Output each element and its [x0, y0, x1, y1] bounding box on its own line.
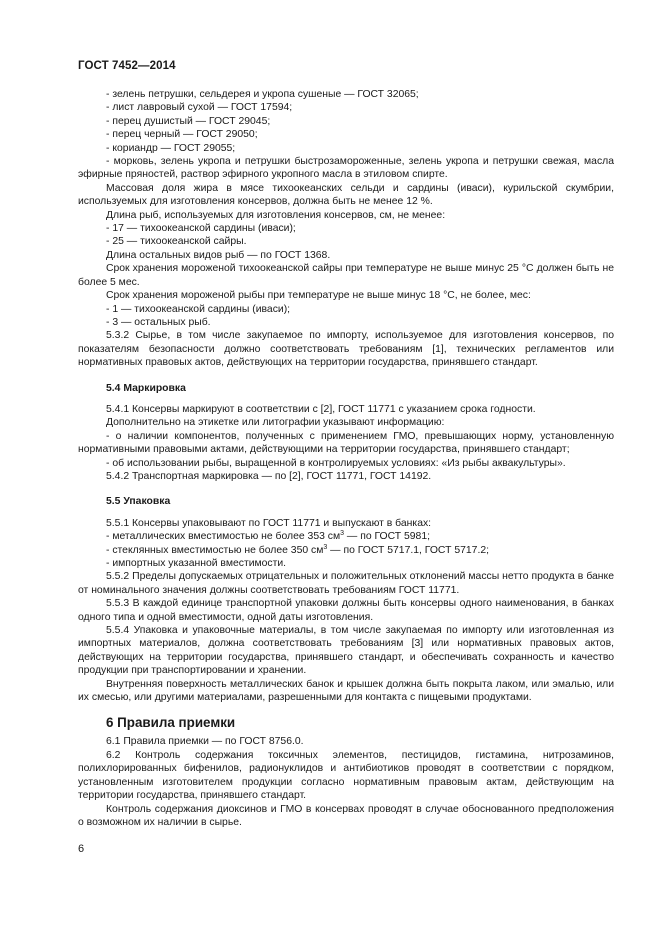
- paragraph: 5.4.2 Транспортная маркировка — по [2], ГОСТ 11771, ГОСТ 14192.: [106, 470, 432, 482]
- paragraph: - импортных указанной вместимости.: [106, 558, 287, 569]
- text-run: — по ГОСТ 5717.1, ГОСТ 5717.2;: [327, 544, 489, 556]
- text-run: - металлических вместимостью не более 353 см: [106, 531, 341, 543]
- running-header: ГОСТ 7452—2014: [78, 60, 176, 72]
- superscript: 3: [323, 543, 328, 551]
- text-run: — по ГОСТ 5981;: [344, 531, 431, 543]
- page-body: [78, 88, 614, 829]
- paragraph: Срок хранения мороженой рыбы при температуре не выше минус 18 °С, не более, мес:: [106, 290, 531, 302]
- paragraph: 5.5.2 Пределы допускаемых отрицательных и положительных отклонений массы нетто продукта в банке от номинального значения должны соответствовать требованиям ГОСТ 11771.: [78, 571, 614, 596]
- paragraph: - перец черный — ГОСТ 29050;: [106, 129, 258, 141]
- paragraph: - 17 — тихоокеанской сардины (иваси);: [106, 223, 296, 235]
- paragraph: - 25 — тихоокеанской сайры.: [106, 236, 247, 248]
- paragraph: Дополнительно на этикетке или литографии указывают информацию:: [106, 417, 445, 429]
- paragraph: - кориандр — ГОСТ 29055;: [106, 142, 236, 154]
- paragraph: Длина рыб, используемых для изготовления консервов, см, не менее:: [106, 209, 446, 221]
- paragraph: Контроль содержания диоксинов и ГМО в консервах проводят в случае обоснованного предположения о возможном их наличии в сырье.: [78, 803, 614, 828]
- paragraph: Длина остальных видов рыб — по ГОСТ 1368.: [106, 249, 331, 261]
- superscript: 3: [340, 530, 345, 538]
- section-heading-5-4: 5.4 Маркировка: [106, 382, 186, 394]
- paragraph: Срок хранения мороженой тихоокеанской сайры при температуре не выше минус 25 °С должен быть не более 5 мес.: [78, 263, 614, 288]
- paragraph: [78, 530, 614, 543]
- paragraph: - зелень петрушки, сельдерея и укропа сушеные — ГОСТ 32065;: [106, 89, 419, 100]
- text-run: - стеклянных вместимостью не более 350 см: [106, 544, 324, 556]
- paragraph: 5.5.4 Упаковка и упаковочные материалы, в том числе закупаемая по импорту или изготовленная из импортных материалов, должна соответствовать требованиям [3] или нормативных правовых актов, действующих на территории государства, принявшего стандарт, и обеспечивать сохранность и качество продукции при транспортировании и хранении.: [78, 625, 614, 677]
- paragraph: 6.1 Правила приемки — по ГОСТ 8756.0.: [106, 736, 304, 748]
- paragraph: - о наличии компонентов, полученных с применением ГМО, превышающих норму, установленную нормативными правовыми актами, действующими на территории государства, принявшего стандарт;: [78, 430, 614, 456]
- paragraph: - об использовании рыбы, выращенной в контролируемых условиях: «Из рыбы аквакультуры».: [106, 457, 566, 469]
- paragraph: Внутренняя поверхность металлических банок и крышек должна быть покрыта лаком, или эмалью, или их смесью, или другими материалами, разрешенными для контакта с пищевыми продуктами.: [78, 678, 614, 704]
- page-number: 6: [78, 843, 85, 855]
- paragraph: - лист лавровый сухой — ГОСТ 17594;: [106, 102, 293, 114]
- paragraph: - 1 — тихоокеанской сардины (иваси);: [106, 303, 291, 315]
- paragraph: Массовая доля жира в мясе тихоокеанских сельди и сардины (иваси), курильской скумбрии, используемых для изготовления консервов, должна быть не менее 12 %.: [78, 182, 614, 208]
- paragraph: 5.4.1 Консервы маркируют в соответствии с [2], ГОСТ 11771 с указанием срока годности.: [106, 403, 536, 415]
- section-heading-6: 6 Правила приемки: [106, 715, 236, 731]
- paragraph: 5.3.2 Сырье, в том числе закупаемое по импорту, используемое для изготовления консервов, по показателям безопасности должно соответствовать требованиям [1], технических регламентов или нормативных правовых актов, действующих на территории государства, принявшего стандарт.: [78, 330, 614, 369]
- paragraph: - перец душистый — ГОСТ 29045;: [106, 115, 271, 127]
- paragraph: - морковь, зелень укропа и петрушки быстрозамороженные, зелень укропа и петрушки свежая, масла эфирные пряностей, раствор эфирного укропного масла в этиловом спирте.: [78, 156, 614, 181]
- paragraph: - 3 — остальных рыб.: [106, 316, 211, 328]
- paragraph: [78, 544, 614, 557]
- paragraph: 6.2 Контроль содержания токсичных элементов, пестицидов, гистамина, нитрозаминов, полихлорированных бифенилов, радионуклидов и антибиотиков проводят в соответствии с порядком, установленным изготовителем продукции согласно нормативным правовым актам, действующим на территории государства, принявшего стандарт.: [78, 749, 614, 802]
- section-heading-5-5: 5.5 Упаковка: [106, 496, 171, 508]
- paragraph: 5.5.1 Консервы упаковывают по ГОСТ 11771 и выпускают в банках:: [106, 517, 432, 529]
- paragraph: 5.5.3 В каждой единице транспортной упаковки должны быть консервы одного наименования, в банках одного типа и одной вместимости, одной даты изготовления.: [78, 598, 614, 623]
